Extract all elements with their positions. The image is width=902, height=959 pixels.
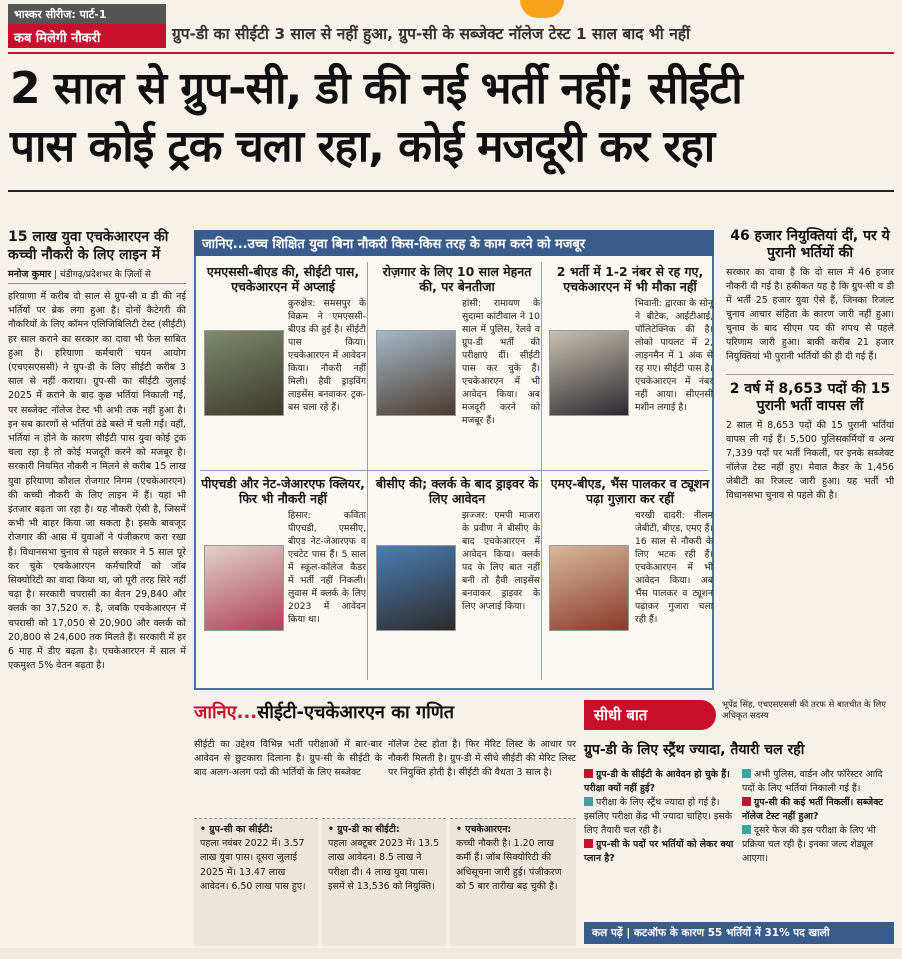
stat-box: [450, 818, 576, 946]
left-body: हरियाणा में करीब दो साल से ग्रुप-सी व डी की नई भर्तियों पर ब्रेक लगा हुआ है। दोनों कैटेगरी की नौकरियों के लिए कॉमन एलिजिबिलिटी टेस्ट (सीईटी) हर साल कराने का सरकार का दावा भी फेल साबित हुआ है। हरियाणा कर्मचारी चयन आयोग (एचएसएससी) ने ग्रुप-डी के लिए सीईटी करीब 3 साल से नहीं कराया। ग्रुप-सी का सीईटी जुलाई 2025 में कराने के बाद कुछ भर्तियां निकाली गईं, पर सब्जेक्ट नॉलेज टेस्ट भी अभी तक नहीं हुआ है। इन सब कारणों से भर्तियां ठंडे बस्ते में चली गईं। वहीं, भर्तियां न होने के कारण सीईटी पास युवा कोई ट्रक चला रहा है तो कोई मजदूरी करने को मजबूर है। सरकारी नियमित नौकरी न मिलने से करीब 15 लाख युवा हरियाणा कौशल रोजगार निगम (एचकेआरएन) की कच्ची नौकरी के लिए लाइन में हैं। यहां भी इंतजार बढ़ता जा रहा है। यह नौकरी ऐसी है, जिसमें कभी भी बाहर किया जा सकता है। इसके बावजूद रोजगार की आस में युवाओं ने पंजीकरण करा रखा है। विधानसभा चुनाव से पहले सरकार ने 5 साल पूरे कर चुके एचकेआरएन कर्मचारियों को जॉब सिक्योरिटी का वादा किया था, जो पूरी तरह सिरे नहीं चढ़ा है। सरकारी चपरासी का वेतन 29,840 और क्लर्क का 37,520 रु. है, जबकि एचकेआरएन में चपरासी को 17,050 से 20,900 और क्लर्क को 20,800 से 24,600 तक मिलते हैं। सरकारी में हर 6 माह में डीए बढ़ता है। एचकेआरएन में साल में एकमुश्त 5% वेतन बढ़ता है।: [8, 291, 186, 672]
sun-logo-icon: [520, 0, 564, 18]
stat-text: पहला अक्टूबर 2023 में। 13.5 लाख आवेदन। 8.5 लाख ने परीक्षा दी। 4 लाख युवा पास। इसमें से 13,536 को नियुक्ति।: [328, 838, 440, 892]
interview-col-1: [584, 768, 734, 866]
stories-box-heading: जानिए...उच्च शिक्षित युवा बिना नौकरी किस-किस तरह के काम करने को मजबूर: [194, 230, 714, 256]
stat-title: • ग्रुप-डी का सीईटी:: [328, 824, 400, 835]
interview-heading: ग्रुप-डी के लिए स्ट्रैंथ ज्यादा, तैयारी चल रही: [584, 742, 805, 758]
question-icon: [584, 839, 593, 848]
story-text: भिवानी: द्वारका के सोनू ने बीटेक, आईटीआई, पॉलिटेक्निक की है। लोको पायलट में 2, लाइनमैन में 1 अंक से रह गए। सीईटी पास है। एचकेआरएन में नंबर नहीं आया। सीएनसी मशीन लगाई है।: [635, 298, 713, 413]
answer: परीक्षा के लिए स्ट्रैंथ ज्यादा हो गई है। इसलिए परीक्षा केंद्र भी ज्यादा चाहिए। इसके लिए तैयारी चल रही है।: [584, 797, 733, 836]
byline: मनोज कुमार | चंडीगढ़/प्रदेशभर के ज़िलों से: [8, 267, 186, 284]
series-tag: कब मिलेगी नौकरी: [8, 24, 166, 48]
subheadline: ग्रुप-डी का सीईटी 3 साल से नहीं हुआ, ग्रुप-सी के सब्जेक्ट नॉलेज टेस्ट 1 साल बाद भी नहीं: [172, 25, 691, 43]
headline-rule: [8, 190, 894, 192]
left-column: [8, 228, 186, 673]
divider: [200, 470, 708, 471]
person-photo: [204, 545, 284, 631]
story-text: झज्जर: एमपी माजरा के प्रवीण ने बीसीए के बाद एचकेआरएन में आवेदन किया। क्लर्क पद के लिए बात नहीं बनी तो हैवी लाइसेंस बनवाकर ड्राइवर के लिए अप्लाई किया।: [462, 510, 540, 612]
stat-text: कच्ची नौकरी है। 1.20 लाख कर्मी हैं। जॉब सिक्योरिटी की अधिसूचना जारी हुई। पंजीकरण को 5 बार तारीख बढ़ चुकी है।: [456, 838, 562, 892]
person-photo: [204, 330, 284, 416]
question: ग्रुप-डी के सीईटी के आवेदन हो चुके हैं। परीक्षा क्यों नहीं हुई?: [584, 769, 730, 794]
answer-icon: [742, 769, 751, 778]
interview-tag: सीधी बात: [584, 700, 716, 730]
ganit-para-2: नॉलेज टेस्ट होता है। फिर मेरिट लिस्ट के आधार पर नौकरी मिलती है। ग्रुप-डी में सीधे सीईटी की मेरिट लिस्ट पर नियुक्ति होती है। सीईटी की वैधता 3 साल है।: [388, 739, 576, 778]
divider: [367, 262, 368, 680]
right-title-1: 46 हजार नियुक्तियां दीं, पर ये पुरानी भर्तियों की: [730, 228, 890, 261]
stat-box: [322, 818, 446, 946]
page-bottom-strip: [0, 948, 902, 959]
ganit-heading-prefix: जानिए...: [194, 702, 258, 723]
question: ग्रुप-सी के पदों पर भर्तियों को लेकर क्या प्लान है?: [584, 839, 734, 864]
story-title: बीसीए की; क्लर्क के बाद ड्राइवर के लिए आवेदन: [375, 476, 539, 506]
interviewee: भूपेंद्र सिंह, एचएसएससी की तरफ से बातचीत के लिए अधिकृत सदस्य: [722, 700, 886, 721]
divider: [541, 262, 542, 680]
ganit-heading-text: सीईटी-एचकेआरएन का गणित: [257, 702, 455, 723]
next-day-footer: कल पढ़ें | कटऑफ के कारण 55 भर्तियों में 31% पद खाली: [584, 922, 894, 944]
story-title: पीएचडी और नेट-जेआरएफ क्लियर, फिर भी नौकरी नहीं: [201, 476, 365, 506]
right-text-2: 2 साल में 8,653 पदों की 15 पुरानी भर्तियां वापस ली गई हैं। 5,500 पुलिसकर्मियों व अन्य 7,339 पदों पर भर्ती निकलीं, पर इनके सब्जेक्ट नॉलेज टेस्ट नहीं हुए। मेवात कैडर के 1,456 जेबीटी का रिजल्ट जारी हुआ। यह भर्ती भी विधानसभा चुनाव से पहले की है।: [726, 420, 894, 501]
dateline: चंडीगढ़/प्रदेशभर के ज़िलों से: [59, 270, 151, 280]
answer: दूसरे फेज की इस परीक्षा के लिए भी प्रक्रिया चल रही है। इनका जल्द शेड्यूल आएगा।: [742, 825, 876, 864]
story-text: हांसी: रामायण के सुदामा कांटीवाल ने 10 साल में पुलिस, रेलवे व ग्रुप-डी भर्ती की परीक्षाएं दीं। सीईटी पास कर चुके हैं। एचकेआरएन में भी आवेदन किया। अब मजदूरी करने को मजबूर हैं।: [462, 298, 540, 426]
story-title: एमए-बीएड, भैंस पालकर व ट्यूशन पढ़ा गुज़ारा कर रहीं: [550, 476, 710, 506]
answer-icon: [742, 825, 751, 834]
series-label: भास्कर सीरीज: पार्ट-1: [8, 4, 166, 24]
stat-title: • एचकेआरएन:: [456, 824, 512, 835]
person-photo: [549, 545, 629, 631]
right-text-1: सरकार का दावा है कि दो साल में 46 हजार नौकरी दी गई है। हकीकत यह है कि ग्रुप-सी व डी में भर्ती 25 हजार युवा ऐसे हैं, जिनका रिजल्ट चुनाव आचार संहिता के कारण जारी नहीं हुआ। चुनाव के बाद सीएम पद की शपथ से पहले परिणाम जारी हुआ। बाकी करीब 21 हजार नियुक्तियां भी पुरानी भर्तियों की ही दी गई हैं।: [726, 267, 894, 362]
story-title: रोज़गार के लिए 10 साल मेहनत की, पर बेनतीजा: [382, 264, 532, 294]
top-rule: [8, 52, 894, 54]
author: मनोज कुमार: [8, 269, 52, 280]
headline-line-2: पास कोई ट्रक चला रहा, कोई मजदूरी कर रहा: [10, 121, 715, 172]
stat-box: [194, 818, 318, 946]
ganit-para-1: सीईटी का उद्देश्य विभिन्न भर्ती परीक्षाओं में बार-बार आवेदन से छुटकारा दिलाना है। ग्रुप-सी के सीईटी के बाद अलग-अलग पदों की भर्तियों के लिए सब्जेक्ट: [194, 739, 382, 778]
interview-col-2: [742, 768, 892, 866]
answer: अभी पुलिस, वार्डन और फॉरेस्टर आदि पदों के लिए भर्तियां निकाली गई हैं।: [742, 769, 883, 794]
story-title: 2 भर्ती में 1-2 नंबर से रह गए, एचकेआरएन में भी मौका नहीं: [556, 264, 704, 294]
headline-line-1: 2 साल से ग्रुप-सी, डी की नई भर्ती नहीं; सीईटी: [10, 63, 742, 114]
headline: [10, 60, 894, 176]
right-column: [726, 228, 894, 503]
story-text: कुरुक्षेत्र: समसपुर के विक्रम ने एमएससी-बीएड की हुई है। सीईटी पास किया। एचकेआरएन में आवेदन किया। नौकरी नहीं मिली। हैवी ड्राइविंग लाइसेंस बनवाकर ट्रक-बस चला रहे हैं।: [288, 298, 366, 413]
story-text: चरखी दादरी: नीलम जेबीटी, बीएड, एमए हैं। 16 साल से नौकरी के लिए भटक रही हैं। एचकेआरएन में भी आवेदन किया। अब भैंस पालकर व ट्यूशन पढ़ाकर गुजारा चला रही हैं।: [635, 510, 713, 625]
story-title: एमएससी-बीएड की, सीईटी पास, एचकेआरएन में अप्लाई: [206, 264, 360, 294]
person-photo: [549, 330, 629, 416]
question-icon: [742, 797, 751, 806]
stat-title: • ग्रुप-सी का सीईटी:: [200, 824, 273, 835]
person-photo: [376, 330, 456, 416]
answer-icon: [584, 797, 593, 806]
question: ग्रुप-सी की कई भर्ती निकलीं। सब्जेक्ट नॉलेज टेस्ट नहीं हुआ?: [742, 797, 884, 822]
ganit-heading: [194, 700, 574, 724]
right-title-2: 2 वर्ष में 8,653 पदों की 15 पुरानी भर्ती वापस लीं: [726, 374, 894, 415]
question-icon: [584, 769, 593, 778]
person-photo: [376, 545, 456, 631]
left-title: 15 लाख युवा एचकेआरएन की कच्ची नौकरी के लिए लाइन में: [8, 229, 169, 263]
stat-text: पहला नवंबर 2022 में। 3.57 लाख युवा पास। दूसरा जुलाई 2025 में। 13.47 लाख आवेदन। 6.50 लाख पास हुए।: [200, 838, 306, 892]
story-text: हिसार: कविता पीएचडी, एमसीए, बीएड नेट-जेआरएफ व एचटेट पास हैं। 5 साल में स्कूल-कॉलेज कैडर में भर्ती नहीं निकली। लुवास में क्लर्क के लिए 2023 में आवेदन किया था।: [288, 510, 366, 625]
